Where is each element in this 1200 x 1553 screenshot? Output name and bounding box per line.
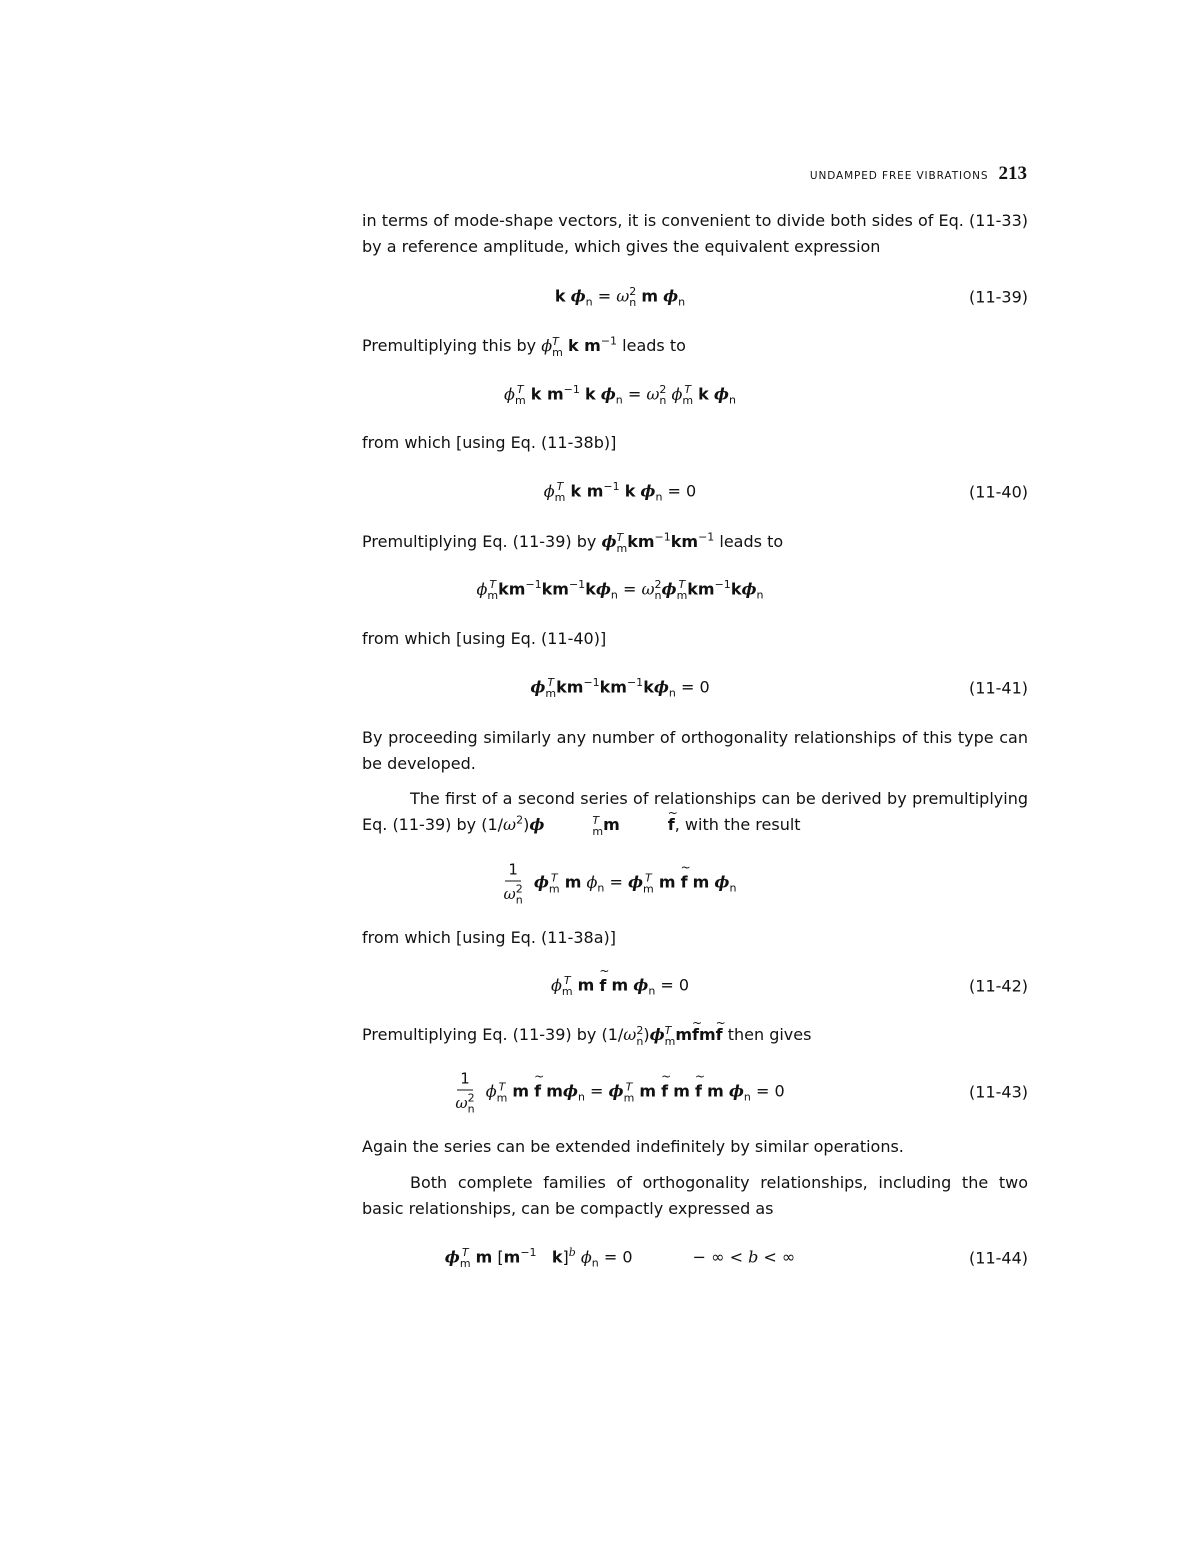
paragraph-premultiply-3: Premultiplying Eq. (11-39) by (1/ω 2 n )ϕ T m m~ fm~ f then gives	[362, 1022, 1028, 1048]
paragraph-second-series: The first of a second series of relationships can be derived by premultiplying Eq. (11-39) by $(1/\omega^2)\phi$ T m m~ f, with the result	[362, 786, 1028, 838]
equation-body: ϕ T m $km^{-1}km^{-1}k\phi_n = \omega$ 2 n ϕ T m $km^{-1}k\phi_n$	[476, 578, 764, 602]
paragraph-using-40: from which [using Eq. (11-40)]	[362, 629, 607, 648]
equation-unnumbered-1	[362, 375, 1028, 415]
equation-11-40	[362, 472, 1028, 512]
paragraph-text: then gives	[727, 1025, 812, 1044]
equation-11-41-body: ϕ T m $km^{-1}km^{-1}k\phi_n = 0$	[530, 676, 710, 700]
equation-number: (11-43)	[969, 1082, 1028, 1102]
paragraph-both-families: Both complete families of orthogonality relationships, including the two basic relationships, can be compactly expressed as	[362, 1173, 1028, 1218]
equation-11-44-body: ϕ T m m [$m^{-1}$ k]$^b$ $\phi_n = 0$ − ∞ < b < ∞	[444, 1246, 796, 1270]
equation-11-39	[362, 277, 1028, 317]
equation-11-44	[362, 1238, 1028, 1278]
paragraph-using-38b: from which [using Eq. (11-38b)]	[362, 433, 617, 452]
equation-11-42-body: ϕ T m m ~ f m $\phi_n = 0$	[362, 975, 1028, 997]
equation-11-43-body: 1 ω 2 n ϕ T m m ~ f $m\phi_n = \phi$ T m m ~ f m ~ f m $\phi_n = 0$	[362, 1070, 1028, 1115]
equation-number: (11-39)	[969, 287, 1028, 307]
paragraph-text: Premultiplying Eq. (11-39) by	[362, 532, 597, 551]
paragraph-text: leads to	[719, 532, 784, 551]
equation-unnumbered-2	[362, 570, 1028, 610]
paragraph-again: Again the series can be extended indefinitely by similar operations.	[362, 1137, 904, 1156]
paragraph-text: leads to	[622, 336, 686, 355]
paragraph-text: The first of a second series of relationships can be derived by premultiplying Eq. (11-39) by	[362, 789, 1028, 834]
equation-number: (11-40)	[969, 482, 1028, 502]
page-number: 213	[998, 163, 1027, 184]
equation-unnumbered-3	[362, 855, 1028, 911]
equation-body: ϕ T m k $m^{-1}$ k $\phi_n = \omega$ 2 n ϕ T m k $\phi_n$	[504, 383, 736, 407]
paragraph-proceeding: By proceeding similarly any number of orthogonality relationships of this type can be developed.	[362, 728, 1028, 773]
equation-number: (11-42)	[969, 976, 1028, 996]
equation-11-43	[362, 1064, 1028, 1120]
paragraph-text: , with the result	[674, 815, 801, 834]
paragraph-premultiply-2: Premultiplying Eq. (11-39) by ϕ T m $km^{-1}km^{-1}$ leads to	[362, 530, 784, 555]
equation-11-42	[362, 966, 1028, 1006]
running-title: UNDAMPED FREE VIBRATIONS	[809, 170, 989, 182]
equation-11-40-body: ϕ T m k $m^{-1}$ k $\phi_n = 0$	[543, 480, 697, 504]
paragraph-text: Premultiplying this by	[362, 336, 537, 355]
equation-number: (11-44)	[969, 1248, 1028, 1268]
equation-number: (11-41)	[969, 678, 1028, 698]
equation-11-39-body: k $\phi_n = \omega$ 2 n m $\phi_n$	[554, 285, 686, 309]
running-head	[810, 163, 1027, 185]
paragraph-premultiply-1: Premultiplying this by ϕ T m k $m^{-1}$ leads to	[362, 334, 686, 359]
paragraph-intro: in terms of mode-shape vectors, it is convenient to divide both sides of Eq. (11-33) by a reference amplitude, which gives the equivalent expression	[362, 211, 1028, 256]
paragraph-using-38a: from which [using Eq. (11-38a)]	[362, 928, 617, 947]
equation-11-41	[362, 668, 1028, 708]
paragraph-text: Premultiplying Eq. (11-39) by	[362, 1025, 597, 1044]
equation-body: 1 ω 2 n ϕ T m m $\phi_n = \phi$ T m m ~ f m $\phi_n$	[362, 861, 1028, 906]
